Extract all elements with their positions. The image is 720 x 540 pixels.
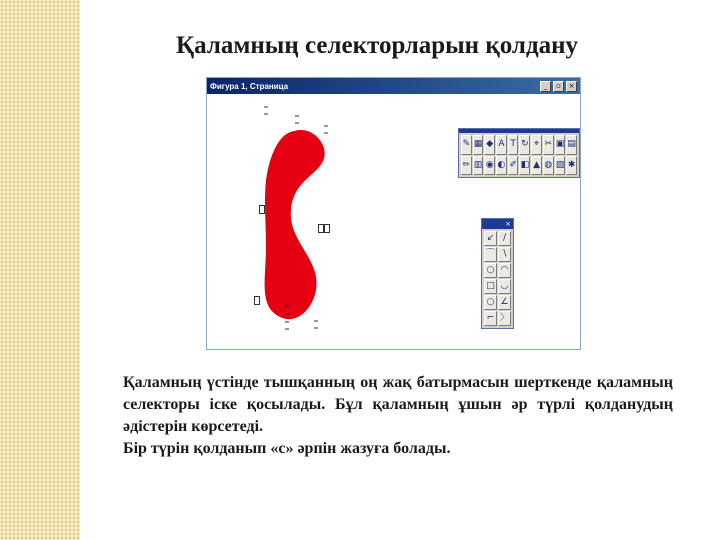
v-tool-button-5[interactable]: ◠ [498,263,511,278]
selection-handle[interactable] [294,112,300,122]
h-tool-button-0[interactable]: ✎ [461,135,472,155]
selection-handle[interactable] [313,317,319,327]
h-tool-button-19[interactable]: ✱ [566,156,577,176]
window-buttons [540,81,577,92]
h-tool-button-4[interactable]: T [508,135,519,155]
v-tool-button-7[interactable]: ◡ [498,279,511,294]
v-tool-button-8[interactable]: ○ [484,295,497,310]
h-tool-button-5[interactable]: ↻ [519,135,530,155]
selection-handle[interactable] [263,103,269,113]
tool-grid [459,133,579,177]
window-title: Фигура 1, Страница [210,81,289,91]
body-paragraph: Бір түрін қолданып «с» әрпін жазуға болады. [123,440,451,457]
v-tool-button-1[interactable]: ∕ [498,231,511,246]
embedded-app-screenshot [206,77,581,350]
v-tool-button-6[interactable]: □ [484,279,497,294]
tool-grid [482,229,513,328]
toolbar-caption [482,219,513,229]
h-tool-button-15[interactable]: ◧ [519,156,530,176]
handset-c-shape [265,130,325,319]
h-tool-button-17[interactable]: ◍ [543,156,554,176]
h-tool-button-10[interactable]: ✏ [461,156,472,176]
h-tool-button-2[interactable]: ◆ [484,135,495,155]
h-tool-button-18[interactable]: ▧ [555,156,566,176]
close-button[interactable]: × [566,81,577,92]
v-tool-button-11[interactable]: 〉 [498,311,511,326]
pen-selector-toolbar-horizontal [458,128,580,178]
drawing-canvas[interactable] [208,95,579,349]
body-paragraph: Қаламның үстінде тышқанның оң жақ батырмасын шерткенде қаламның селекторы іске қосылады. Бұл қаламның ұшын әр түрлі қолданудың әдістерін көрсетеді. [123,374,673,435]
selection-handle[interactable] [284,305,290,315]
slide-title: Қаламның селекторларын қолдану [176,32,578,59]
v-tool-button-0[interactable]: ↙ [484,231,497,246]
v-tool-button-10[interactable]: ⌐ [484,311,497,326]
v-tool-button-4[interactable]: ○ [484,263,497,278]
v-tool-button-9[interactable]: ∠ [498,295,511,310]
h-tool-button-8[interactable]: ▣ [555,135,566,155]
selection-handle[interactable] [259,202,265,212]
h-tool-button-3[interactable]: A [496,135,507,155]
h-tool-button-6[interactable]: ⌖ [531,135,542,155]
decorative-side-strip [0,0,80,540]
h-tool-button-11[interactable]: ▥ [473,156,484,176]
h-tool-button-7[interactable]: ✂ [543,135,554,155]
selection-handle[interactable] [318,221,324,231]
selection-handle[interactable] [323,122,329,132]
maximize-button[interactable]: ▫ [553,81,564,92]
h-tool-button-12[interactable]: ◉ [484,156,495,176]
h-tool-button-16[interactable]: ▲ [531,156,542,176]
h-tool-button-13[interactable]: ◐ [496,156,507,176]
minimize-button[interactable]: _ [540,81,551,92]
h-tool-button-9[interactable]: ▤ [566,135,577,155]
window-titlebar [207,78,580,94]
h-tool-button-1[interactable]: ▦ [473,135,484,155]
v-tool-button-2[interactable]: ⌒ [484,247,497,262]
selection-handle[interactable] [254,293,260,303]
close-icon[interactable]: × [505,220,511,228]
v-tool-button-3[interactable]: ∖ [498,247,511,262]
h-tool-button-14[interactable]: ✐ [508,156,519,176]
slide-body-text [123,372,673,460]
pen-selector-toolbar-vertical [481,218,514,329]
